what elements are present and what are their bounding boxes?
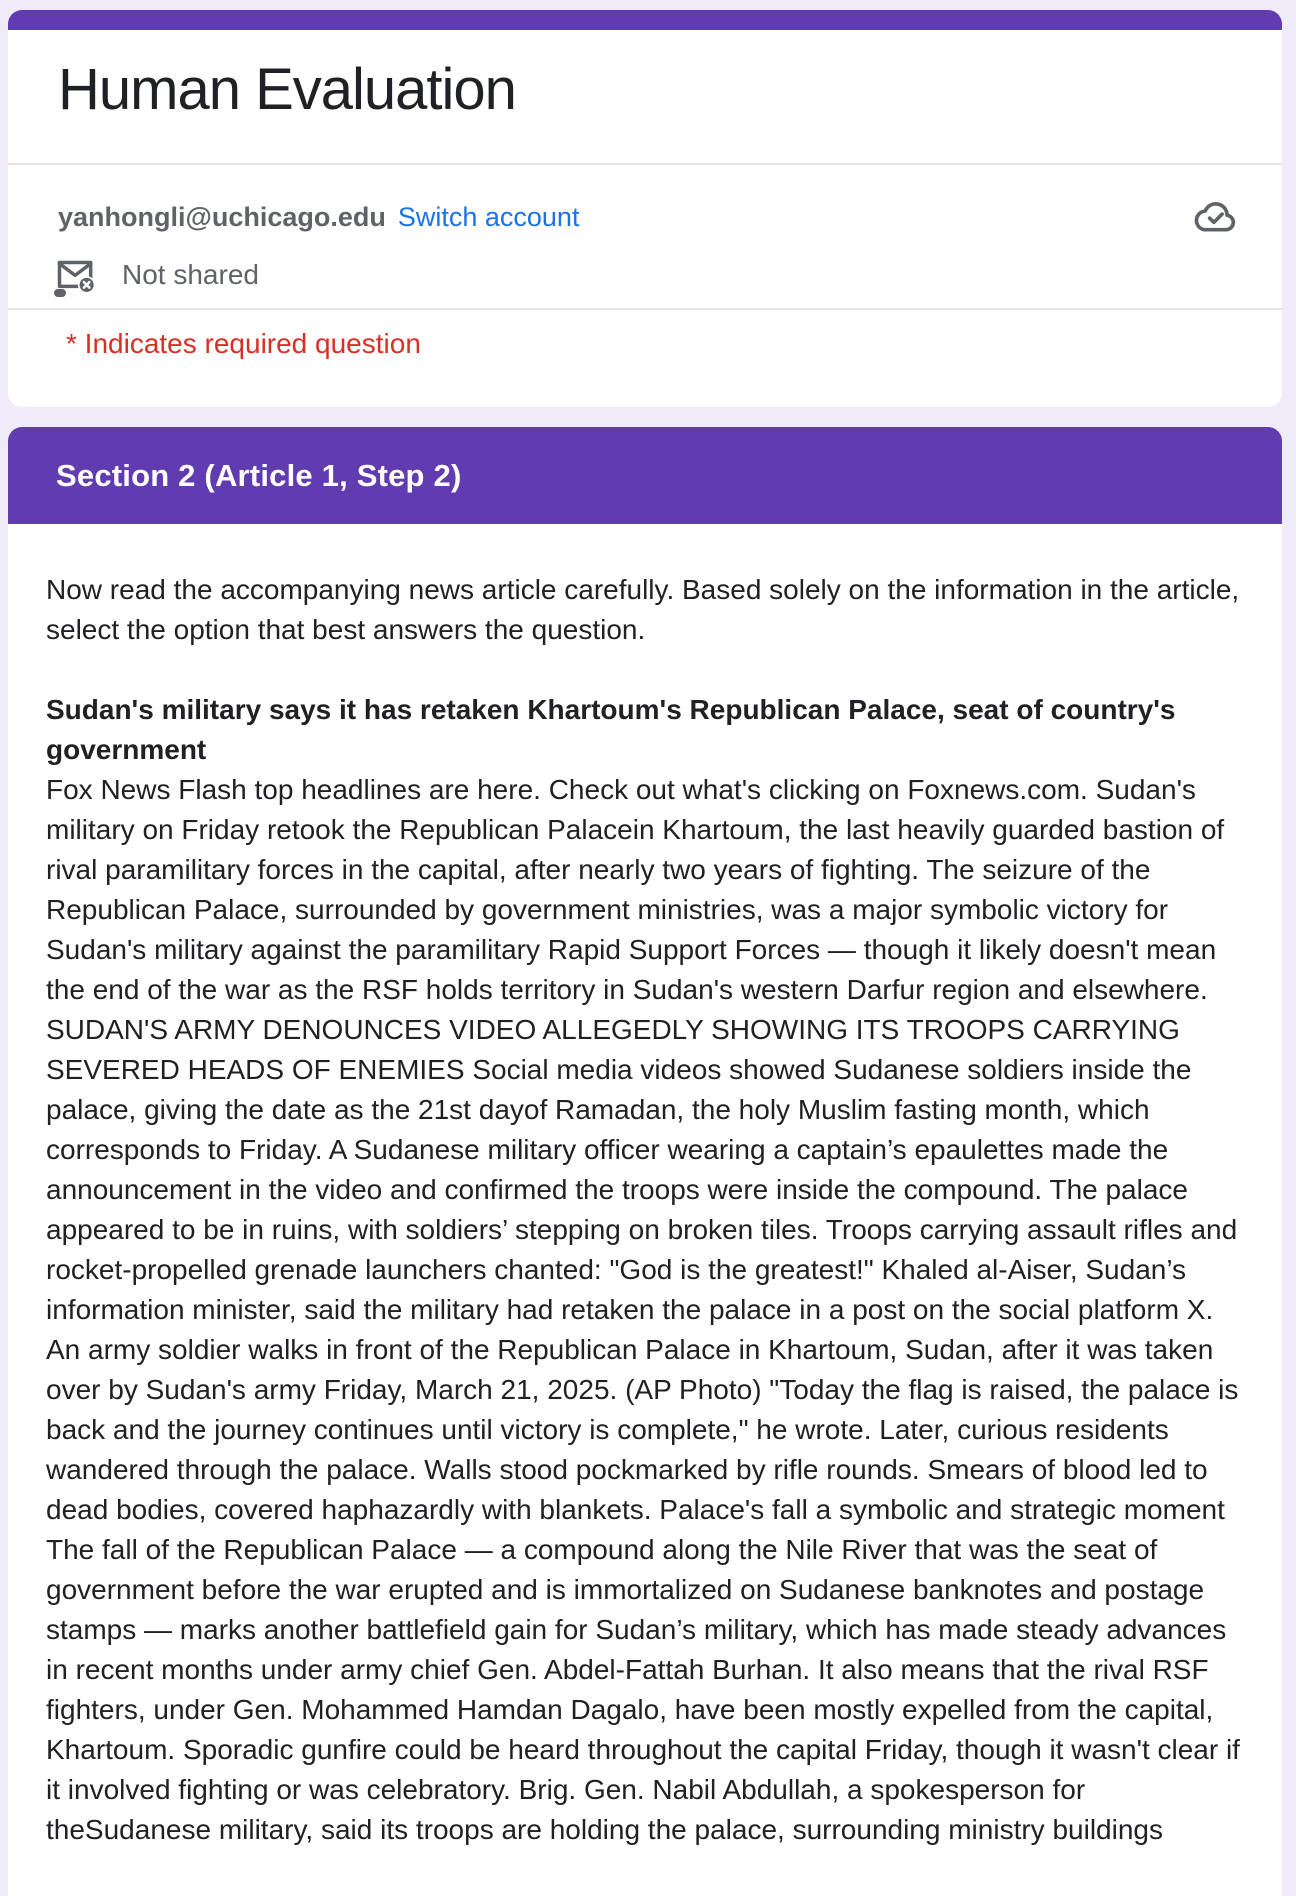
article-body: Fox News Flash top headlines are here. Check out what's clicking on Foxnews.com. Sudan's military on Friday retook the Republican Palacein Khartoum, the last heavily guarded bastion of rival paramilitary forces in the capital, after nearly two years of fighting. The seizure of the Republican Palace, surrounded by government ministries, was a major symbolic victory for Sudan's military against the paramilitary Rapid Support Forces — though it likely doesn't mean the end of the war as the RSF holds territory in Sudan's western Darfur region and elsewhere. SUDAN'S ARMY DENOUNCES VIDEO ALLEGEDLY SHOWING ITS TROOPS CARRYING SEVERED HEADS OF ENEMIES Social media videos showed Sudanese soldiers inside the palace, giving the date as the 21st dayof Ramadan, the holy Muslim fasting month, which corresponds to Friday. A Sudanese military officer wearing a captain’s epaulettes made the announcement in the video and confirmed the troops were inside the compound. The palace appeared to be in ruins, with soldiers’ stepping on broken tiles. Troops carrying assault rifles and rocket-propelled grenade launchers chanted: "God is the greatest!" Khaled al-Aiser, Sudan’s information minister, said the military had retaken the palace in a post on the social platform X. An army soldier walks in front of the Republican Palace in Khartoum, Sudan, after it was taken over by Sudan's army Friday, March 21, 2025. (AP Photo) "Today the flag is raised, the palace is back and the journey continues until victory is complete," he wrote. Later, curious residents wandered through the palace. Walls stood pockmarked by rifle rounds. Smears of blood led to dead bodies, covered haphazardly with blankets. Palace's fall a symbolic and strategic moment The fall of the Republican Palace — a compound along the Nile River that was the seat of government before the war erupted and is immortalized on Sudanese banknotes and postage stamps — marks another battlefield gain for Sudan’s military, which has made steady advances in recent months under army chief Gen. Abdel-Fattah Burhan. It also means that the rival RSF fighters, under Gen. Mohammed Hamdan Dagalo, have been mostly expelled from the capital, Khartoum. Sporadic gunfire could be heard throughout the capital Friday, though it wasn't clear if it involved fighting or was celebratory. Brig. Gen. Nabil Abdullah, a spokesperson for theSudanese military, said its troops are holding the palace, surrounding ministry buildings — [46, 774, 1240, 1845]
divider — [8, 308, 1282, 310]
share-status-row — [54, 253, 259, 297]
cloud-check-icon[interactable] — [1190, 194, 1240, 240]
required-note: * Indicates required question — [66, 328, 421, 359]
section-intro: Now read the accompanying news article carefully. Based solely on the information in the article, select the option that best answers the question. — [46, 574, 1240, 645]
form-accent-bar — [8, 10, 1282, 30]
section-title: Section 2 (Article 1, Step 2) — [56, 457, 462, 493]
share-status-label: Not shared — [122, 259, 259, 290]
section-content-card — [8, 524, 1282, 1896]
section-header-band — [8, 427, 1282, 524]
cutoff-dot — [54, 289, 66, 297]
account-email: yanhongli@uchicago.edu — [58, 202, 386, 232]
form-title: Human Evaluation — [58, 57, 516, 122]
account-row — [58, 200, 579, 234]
switch-account-link[interactable]: Switch account — [397, 202, 580, 232]
divider — [8, 163, 1282, 165]
article-headline: Sudan's military says it has retaken Khartoum's Republican Palace, seat of country's government — [46, 694, 1176, 765]
form-header-card — [8, 10, 1282, 407]
